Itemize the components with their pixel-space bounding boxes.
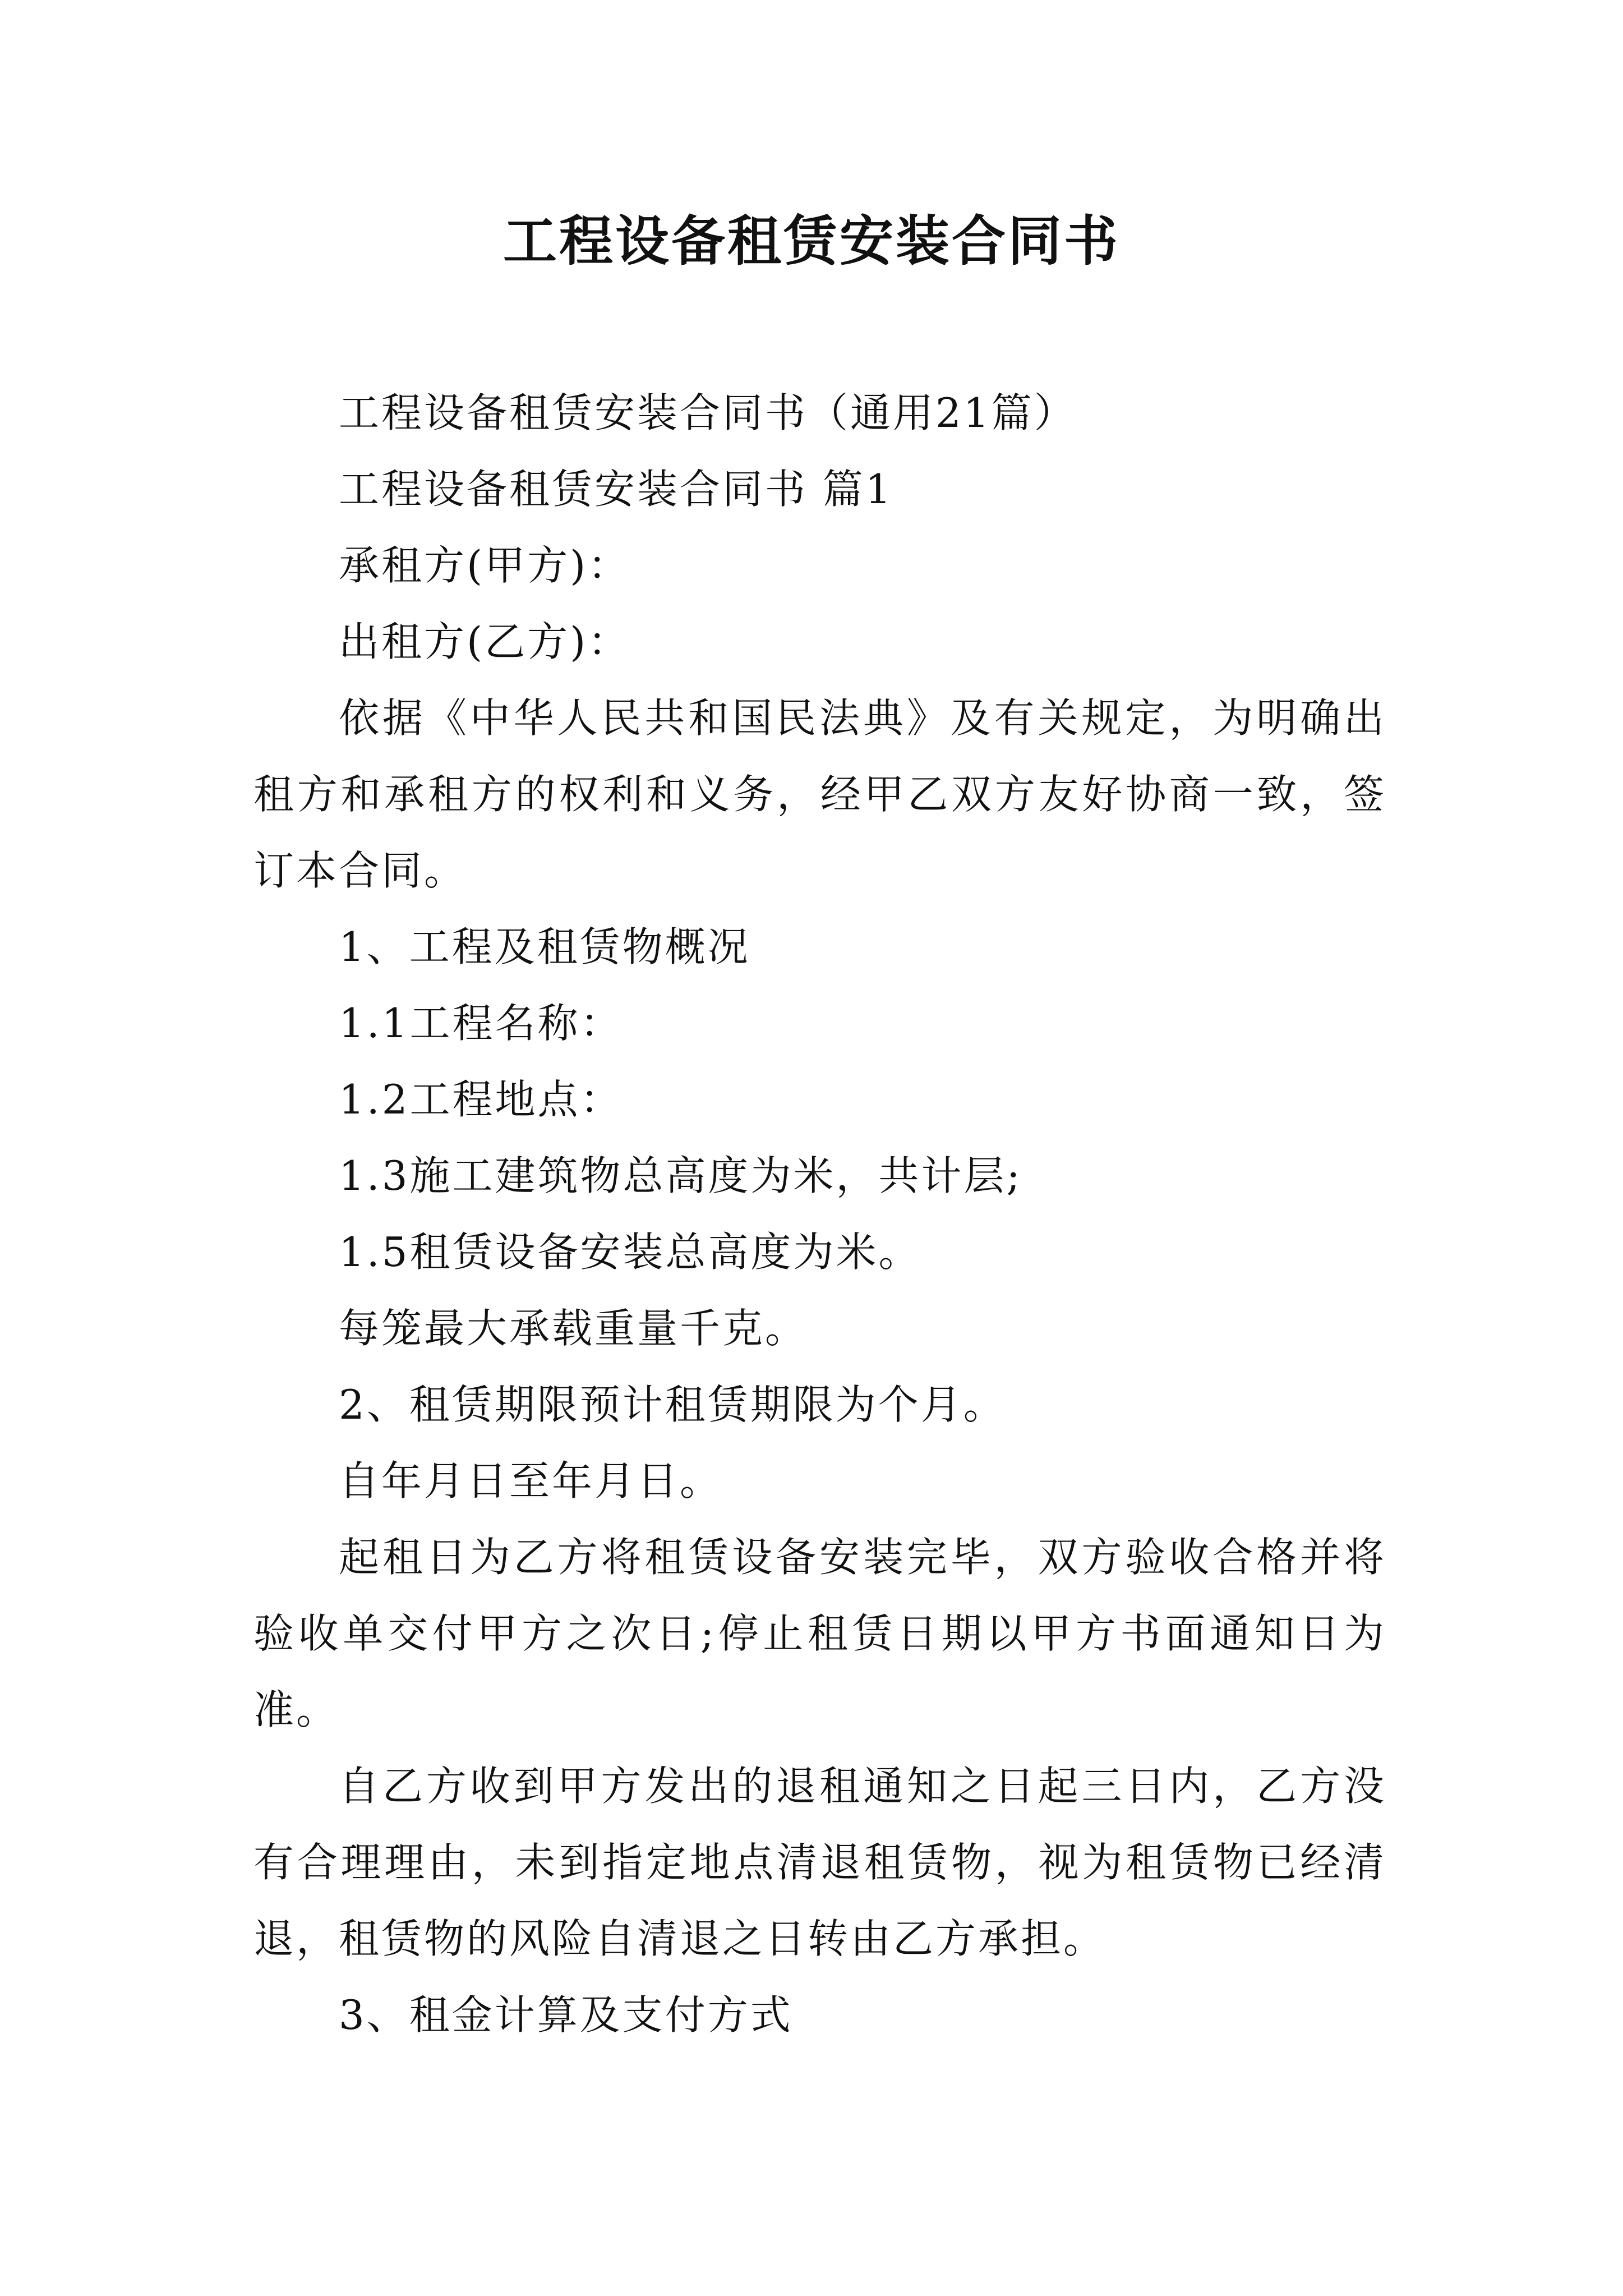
paragraph-party-a: 承租方(甲方)： [339, 542, 631, 589]
paragraph-clause-1-5: 1.5租赁设备安装总高度为米。 [339, 1228, 921, 1276]
paragraph-date-range: 自年月日至年月日。 [339, 1457, 723, 1504]
paragraph-return-notice: 自乙方收到甲方发出的退租通知之日起三日内，乙方没有合理理由，未到指定地点清退租赁物，视为租赁物已经清退，租赁物的风险自清退之日转由乙方承担。 [253, 1763, 1386, 1962]
paragraph-clause-1-3: 1.3施工建筑物总高度为米，共计层; [339, 1152, 1022, 1199]
paragraph-max-load: 每笼最大承载重量千克。 [339, 1305, 808, 1352]
paragraph-preamble: 依据《中华人民共和国民法典》及有关规定，为明确出租方和承租方的权利和义务，经甲乙双方友好协商一致，签订本合同。 [253, 694, 1386, 894]
document-body [253, 375, 1386, 2053]
document-title: 工程设备租赁安装合同书 [503, 209, 1120, 273]
paragraph-clause-3: 3、租金计算及支付方式 [339, 1991, 793, 2039]
paragraph-clause-1: 1、工程及租赁物概况 [339, 923, 750, 970]
paragraph-subtitle: 工程设备租赁安装合同书（通用21篇） [339, 389, 1077, 436]
paragraph-clause-1-2: 1.2工程地点： [339, 1076, 623, 1123]
paragraph-clause-2: 2、租赁期限预计租赁期限为个月。 [339, 1381, 1006, 1428]
paragraph-start-date: 起租日为乙方将租赁设备安装完毕，双方验收合格并将验收单交付甲方之次日;停止租赁日期以甲方书面通知日为准。 [253, 1534, 1386, 1733]
paragraph-section-heading: 工程设备租赁安装合同书 篇1 [339, 466, 893, 513]
paragraph-party-b: 出租方(乙方)： [339, 618, 631, 665]
paragraph-clause-1-1: 1.1工程名称： [339, 1000, 623, 1047]
